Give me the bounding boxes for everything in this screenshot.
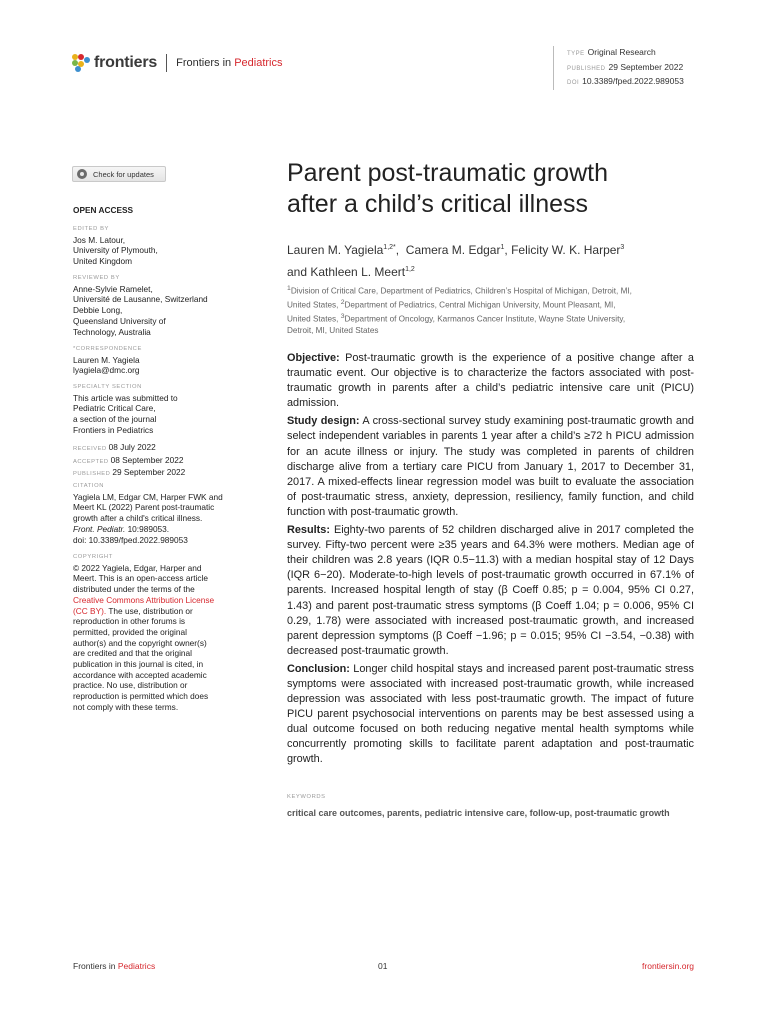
citation-label: CITATION — [73, 483, 104, 489]
type-value: Original Research — [587, 47, 656, 57]
author[interactable]: Kathleen L. Meert$^{1,2}$ — [310, 265, 415, 279]
author-list: Lauren M. Yagiela$^{1,2*}$, Camera M. Edgar$^1$, Felicity W. K. Harper$^3$ and Kathleen L. Meert$^{1,2}$ — [287, 243, 625, 279]
specialty-line: Frontiers in Pediatrics — [73, 424, 154, 435]
article-title — [287, 158, 707, 220]
copyright-line: permitted, provided the original — [73, 626, 187, 637]
logo-wordmark: frontiers — [94, 54, 158, 71]
license-link[interactable]: (CC BY). — [73, 605, 107, 616]
specialty-line: Pediatric Critical Care, — [73, 403, 156, 414]
received-label: RECEIVED — [73, 446, 107, 452]
citation-doi[interactable]: doi: 10.3389/fped.2022.989053 — [73, 534, 188, 545]
footer-site-link[interactable]: frontiersin.org — [642, 961, 694, 971]
edited-by-section — [73, 224, 243, 267]
published-date: 29 September 2022 — [112, 467, 186, 478]
frontiers-logo-icon — [72, 54, 90, 72]
citation-line: Yagiela LM, Edgar CM, Harper FWK and — [73, 491, 223, 502]
check-for-updates-button[interactable] — [72, 166, 166, 182]
copyright-line: distributed under the terms of the — [73, 584, 195, 595]
footer-journal: Frontiers in Pediatrics — [73, 961, 156, 971]
open-access-label: OPEN ACCESS — [73, 205, 134, 215]
reviewer-line: Technology, Australia — [73, 326, 151, 337]
abstract-conclusion: Conclusion: Longer child hospital stays and increased parent post-traumatic stress symptoms were associated with increased post-traumatic growth, while increased depression was associated with less post-traumatic growth. The impact of future PICU parent psychosocial interventions on parents may be best assessed using a dual outcome focused on both reducing negative mental health symptoms while concurrently promoting skills to facilitate parent adaptation and post-traumatic growth. — [287, 662, 694, 766]
correspondence-name: Lauren M. Yagiela — [73, 354, 140, 365]
copyright-line: author(s) and the copyright owner(s) — [73, 637, 207, 648]
specialty-section — [73, 382, 243, 436]
dates-section — [73, 442, 243, 480]
check-for-updates-label: Check for updates — [93, 169, 154, 179]
doi-value[interactable]: 10.3389/fped.2022.989053 — [582, 76, 684, 86]
journal-name: Frontiers in Pediatrics — [176, 57, 283, 69]
editor-line: United Kingdom — [73, 256, 133, 267]
keywords: critical care outcomes, parents, pediatric intensive care, follow-up, post-traumatic growth — [287, 808, 670, 818]
frontiers-logo[interactable] — [72, 54, 282, 72]
copyright-line: Meert. This is an open-access article — [73, 573, 208, 584]
copyright-line: reproduction is permitted which does — [73, 691, 209, 702]
logo-divider — [166, 54, 167, 72]
abstract-study-design: Study design: A cross-sectional survey study examining post-traumatic growth and select independent variables in parents 1 year after a child’s ≥72 h PICU admission for an acute illness or injury. The study was completed in parents of children discharge alive from a tertiary care PICU from January 1, 2017 to December 31, 2017. A mixed-effects linear regression model was built to evaluate the association of post-traumatic stress, anxiety, depression, resiliency, family function, and child function with post-traumatic growth. — [287, 415, 694, 518]
abstract-results: Results: Eighty-two parents of 52 children discharged alive in 2017 completed the survey. Fifty-two percent were ≥35 years and 64.3% were mothers. Median age of their children was 2.8 years (IQR 0.5−11.3) with a median hospital stay of 12 Days (IQR 6−20). Moderate-to-high levels of post-traumatic growth occurred in 67.1% of parents. Increased hospital length of stay (β Coeff 0.85; p = 0.004, 95% CI 0.27, 1.43) and parent post-traumatic stress symptoms (β Coeff 1.04; p = 0.006, 95% CI 0.29, 1.78) were associated with increased post-traumatic growth, and increased parent depression symptoms (β Coeff −1.96; p = 0.015; 95% CI −3.54, −0.38) with decreased post-traumatic growth. — [287, 524, 694, 657]
title-line: Parent post-traumatic growth — [287, 159, 608, 187]
copyright-line: (CC BY). The use, distribution or — [73, 605, 193, 616]
page-number: 01 — [378, 961, 388, 971]
citation-line: growth after a child's critical illness. — [73, 513, 203, 524]
abstract-objective: Objective: Post-traumatic growth is the experience of a positive change after a traumatic event. Our objective is to characterize the factors associated with post-traumatic growth in parents after a child’s pediatric intensive care unit (PICU) admission. — [287, 352, 694, 410]
copyright-line: not comply with these terms. — [73, 701, 179, 712]
accepted-date: 08 September 2022 — [110, 454, 184, 465]
editor-line: Jos M. Latour, — [73, 234, 126, 245]
accepted-label: ACCEPTED — [73, 458, 109, 465]
copyright-line: accordance with accepted academic — [73, 669, 207, 680]
reviewer-line: Debbie Long, — [73, 305, 123, 316]
correspondence-email[interactable]: lyagiela@dmc.org — [73, 365, 140, 376]
title-line: after a child’s critical illness — [287, 190, 589, 218]
reviewed-by-section — [73, 273, 243, 337]
author[interactable]: Felicity W. K. Harper$^3$ — [511, 243, 625, 257]
published-label: PUBLISHED — [567, 65, 606, 72]
affiliations: $^1$Division of Critical Care, Department of Pediatrics, Children’s Hospital of Michigan, Detroit, MI, United States, $^2$Department of Pediatrics, Central Michigan University, Mount Pleasant, MI, United States, $^3$Department of Oncology, Karmanos Cancer Institute, Wayne State University, Detroit, MI, United States — [287, 285, 632, 335]
copyright-section — [73, 552, 243, 713]
citation-line: Front. Pediatr. 10:989053. — [73, 523, 170, 534]
copyright-line: practice. No use, distribution or — [73, 680, 188, 691]
author[interactable]: Camera M. Edgar$^1$ — [405, 243, 505, 257]
license-link[interactable]: Creative Commons Attribution License — [73, 594, 215, 605]
received-date: 08 July 2022 — [108, 442, 156, 452]
article-meta — [553, 46, 684, 90]
abstract — [287, 351, 694, 768]
type-label: TYPE — [567, 51, 585, 57]
citation-section — [73, 481, 243, 545]
reviewer-line: Anne-Sylvie Ramelet, — [73, 283, 153, 294]
update-icon — [77, 169, 87, 179]
copyright-line: publication in this journal is cited, in — [73, 659, 204, 670]
specialty-label: SPECIALTY SECTION — [73, 384, 142, 390]
copyright-line: reproduction in other forums is — [73, 616, 186, 627]
copyright-label: COPYRIGHT — [73, 554, 113, 560]
author[interactable]: Lauren M. Yagiela$^{1,2*}$ — [287, 243, 396, 257]
correspondence-label: *CORRESPONDENCE — [73, 346, 142, 352]
citation-line: Meert KL (2022) Parent post-traumatic — [73, 502, 215, 513]
reviewer-line: Université de Lausanne, Switzerland — [73, 294, 208, 305]
specialty-line: This article was submitted to — [73, 392, 178, 403]
published-value: 29 September 2022 — [608, 61, 684, 72]
reviewer-line: Queensland University of — [73, 315, 166, 326]
copyright-line: © 2022 Yagiela, Edgar, Harper and — [73, 562, 202, 573]
doi-label: DOI — [567, 80, 580, 86]
specialty-line: a section of the journal — [73, 414, 157, 425]
correspondence-section — [73, 344, 243, 376]
published-label: PUBLISHED — [73, 471, 111, 478]
keywords-label: KEYWORDS — [287, 794, 326, 800]
reviewed-by-label: REVIEWED BY — [73, 275, 120, 281]
editor-line: University of Plymouth, — [73, 245, 158, 256]
copyright-line: are credited and that the original — [73, 648, 193, 659]
edited-by-label: EDITED BY — [73, 226, 110, 232]
